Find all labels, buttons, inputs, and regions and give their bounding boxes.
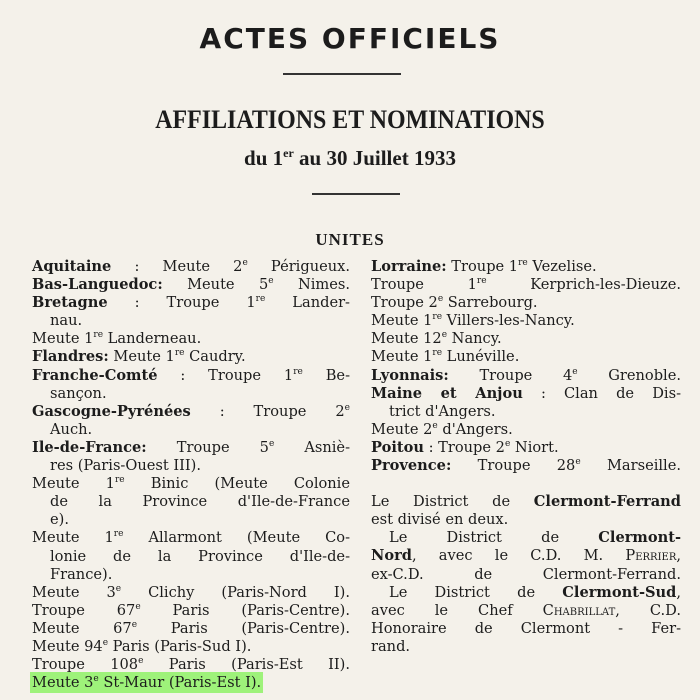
text-run: Meute 5 [162,276,269,294]
date-suffix: au 30 Juillet 1933 [293,146,456,170]
text-run: Paris (Paris-Centre). [140,601,350,619]
region-name: Gascogne-Pyrénées [32,402,191,420]
text-run: Troupe 67 [32,601,136,619]
superscript: re [293,366,303,377]
superscript: e [268,276,274,287]
text-run: Paris (Paris-Est II). [143,656,350,674]
text-run: Marseille. [580,457,681,475]
text-run: Troupe 108 [32,656,139,674]
text-run: : Clan de Dis- [522,384,681,402]
region-name: Lyonnais: [371,366,449,384]
text-run: Meute 12 [371,330,442,348]
text-line [32,511,350,529]
text-line [32,258,350,276]
text-line [32,674,350,692]
text-run: ex-C.D. de Clermont-Ferrand. [371,565,681,583]
text-line [32,385,350,403]
section-title: AFFILIATIONS ET NOMINATIONS [155,105,545,134]
paragraph-gap [371,475,681,493]
text-line [371,348,681,366]
text-run: est divisé en deux. [371,511,509,529]
left-column [32,258,350,692]
text-line [371,403,681,421]
region-name: Clermont-Ferrand [533,493,681,511]
text-run: Vezelise. [527,258,597,275]
region-name: Poitou [371,438,424,456]
title-divider [283,73,401,75]
text-run: Troupe 1 [371,276,477,294]
text-run: Auch. [50,420,93,438]
text-run: Meute 1 [32,330,94,348]
text-run: Le District de [389,529,599,547]
text-line [371,529,681,547]
text-run: Clichy (Paris-Nord I). [121,583,350,601]
region-name: Bas-Languedoc: [32,276,163,294]
superscript: re [113,529,124,540]
text-run: Sarrebourg. [443,294,538,312]
text-run: Troupe 4 [448,366,573,384]
text-run: Niort. [510,438,559,456]
region-name: Clermont- [598,529,681,547]
text-run: Landerneau. [103,330,202,348]
text-line [371,330,681,348]
text-line [371,602,681,620]
superscript: e [575,457,581,468]
text-line [32,620,350,638]
text-run: Troupe 28 [451,457,576,475]
text-line [371,294,681,312]
text-line [32,403,350,421]
superscript: e [432,420,438,431]
text-line [32,638,350,656]
text-line [371,457,681,475]
text-run: Meute 3 [32,674,94,692]
text-run: , C.D. [615,601,681,619]
text-line [371,547,681,565]
text-line [371,258,681,276]
superscript: e [572,366,578,377]
date-range [0,146,700,171]
text-run: Grenoble. [577,366,681,384]
text-run: Meute 1 [371,348,433,366]
text-run: Lunéville. [442,348,520,366]
text-run: : Meute 2 [111,258,243,275]
text-run: : Troupe 2 [423,438,505,456]
region-name: Aquitaine [32,258,112,275]
text-run: Villers-les-Nancy. [442,312,575,330]
text-run: , [676,547,681,565]
text-line [371,566,681,584]
text-line [371,511,681,529]
text-line [32,439,350,457]
superscript: e [115,583,122,594]
text-run: Nimes. [273,276,351,294]
superscript: e [504,439,511,450]
text-run: Meute 1 [108,348,175,366]
text-line [32,529,350,547]
section-divider [312,193,400,195]
text-run: Honoraire de Clermont - Fer- [371,619,681,637]
text-run: Meute 94 [32,637,103,655]
text-line [32,330,350,348]
text-line [32,566,350,584]
text-run: sançon. [50,384,107,402]
text-run: Nancy. [447,330,502,348]
text-run: res (Paris-Ouest III). [50,457,201,475]
text-run: avec le Chef [371,601,543,619]
region-name: Lorraine: [371,258,447,275]
region-name: Clermont-Sud [562,583,677,601]
text-run: Asniè- [274,438,350,456]
text-line [32,493,350,511]
text-run: Paris (Paris-Sud I). [108,637,252,655]
superscript: re [255,294,266,305]
text-line [32,584,350,602]
region-name: Ile-de-France: [32,438,147,456]
superscript: re [93,330,104,341]
text-run: , avec le C.D. M. [411,547,626,565]
text-line [32,348,350,366]
text-line [371,439,681,457]
text-line [32,602,350,620]
superscript: e [437,294,444,305]
date-ordinal: er [283,146,294,160]
region-name: Maine et Anjou [371,384,523,402]
text-run: Le District de [389,583,563,601]
region-name: Flandres: [32,348,109,366]
text-run: Meute 1 [371,312,433,330]
text-run: de la Province d'Ile-de-France [50,493,350,511]
text-run: : Troupe 1 [107,294,256,312]
text-run: Meute 3 [32,583,116,601]
superscript: re [476,276,487,287]
superscript: e [344,402,350,413]
text-line [32,656,350,674]
superscript: e [268,439,275,450]
text-line [32,276,350,294]
text-line [371,493,681,511]
superscript: e [131,620,138,631]
text-run: Le District de [371,493,534,511]
superscript: re [432,312,443,323]
text-line [32,367,350,385]
text-run: : Troupe 2 [190,402,345,420]
text-line [371,312,681,330]
text-line [371,276,681,294]
text-run: Allarmont (Meute Co- [123,529,350,547]
superscript: e [242,258,248,269]
text-run: Troupe 5 [146,438,269,456]
text-run: Meute 1 [32,475,115,493]
text-run: Périgueux. [247,258,350,275]
text-run: France). [50,565,113,583]
superscript: re [114,475,125,486]
text-run: lonie de la Province d'Ile-de- [50,547,350,565]
text-run: Troupe 1 [446,258,519,275]
text-run: e). [50,511,69,529]
text-line [371,620,681,638]
text-line [32,457,350,475]
text-run: Troupe 2 [371,294,438,312]
text-run: , [676,583,681,601]
text-run: Perrier [625,547,677,565]
text-line [371,584,681,602]
highlighted-entry [32,674,261,691]
text-run: trict d'Angers. [389,402,496,420]
text-run: Meute 67 [32,619,132,637]
text-line [32,475,350,493]
text-run: St-Maur (Paris-Est I). [98,674,262,692]
text-line [32,312,350,330]
text-run: Chabrillat [542,601,616,619]
text-run: Meute 1 [32,529,114,547]
right-column [371,258,681,656]
region-name: Franche-Comté [32,366,158,384]
date-prefix: du 1 [244,146,284,170]
units-heading: UNITES [315,230,385,249]
superscript: re [432,348,443,359]
text-line [32,421,350,439]
text-run: Lander- [265,294,350,312]
superscript: e [102,638,109,649]
text-run: Kerprich-les-Dieuze. [486,276,681,294]
text-run: Meute 2 [371,420,433,438]
region-name: Nord [371,547,412,565]
text-line [371,421,681,439]
text-run: Binic (Meute Colonie [124,475,350,493]
text-line [32,294,350,312]
text-line [371,367,681,385]
text-run: : Troupe 1 [157,366,294,384]
text-run: Caudry. [184,348,246,366]
text-run: Paris (Paris-Centre). [137,619,350,637]
text-run: d'Angers. [437,420,513,438]
text-run: rand. [371,637,411,655]
region-name: Bretagne [32,294,108,312]
text-line [371,385,681,403]
text-run: nau. [50,312,83,330]
superscript: e [138,656,144,667]
superscript: re [174,348,185,359]
superscript: e [441,330,448,341]
text-line [371,638,681,656]
page-title: ACTES OFFICIELS [199,22,501,55]
region-name: Provence: [371,457,452,475]
superscript: re [518,258,528,269]
superscript: e [93,674,99,685]
text-line [32,548,350,566]
text-run: Be- [302,366,351,384]
superscript: e [135,601,141,612]
